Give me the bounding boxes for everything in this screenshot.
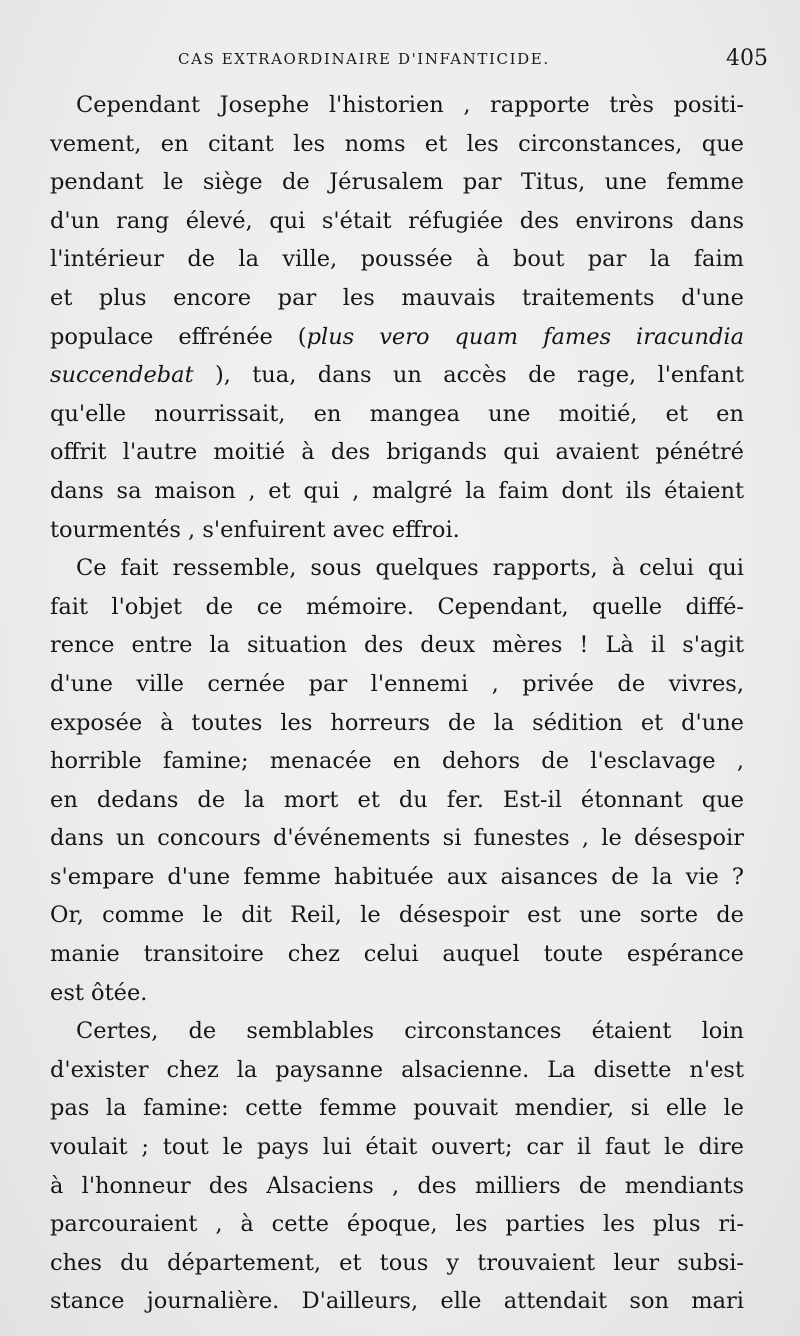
- text-line-with-latin-quote: [50, 356, 744, 395]
- text-line: est ôtée.: [50, 979, 148, 1006]
- text-line: s'empare d'une femme habituée aux aisances de la vie ?: [50, 863, 744, 890]
- text-line: manie transitoire chez celui auquel toute espérance: [50, 941, 744, 968]
- paragraph-3: [50, 1012, 744, 1321]
- paragraph-1: [50, 86, 744, 549]
- text-line: Cependant Josephe l'historien , rapporte très positi-: [76, 92, 744, 118]
- text-line: Certes, de semblables circonstances étaient loin: [76, 1018, 744, 1045]
- text-line: rence entre la situation des deux mères ! Là il s'agit: [50, 632, 744, 659]
- text-line: parcouraient , à cette époque, les parties les plus ri-: [50, 1211, 744, 1238]
- text-line: Ce fait ressemble, sous quelques rapports, à celui qui: [76, 555, 744, 582]
- text-line: dans un concours d'événements si funestes , le désespoir: [50, 825, 744, 852]
- text-line: d'une ville cernée par l'ennemi , privée de vivres,: [50, 670, 744, 697]
- text-line: vement, en citant les noms et les circonstances, que: [50, 130, 744, 157]
- paragraph-2: [50, 549, 744, 1012]
- text-line: fait l'objet de ce mémoire. Cependant, quelle diffé-: [50, 593, 744, 620]
- latin-quote: succendebat: [50, 362, 194, 389]
- text-line: offrit l'autre moitié à des brigands qui avaient pénétré: [50, 439, 744, 466]
- text-line-with-latin-quote: [50, 318, 744, 357]
- text-line: à l'honneur des Alsaciens , des milliers de mendiants: [50, 1172, 744, 1199]
- text-line: qu'elle nourrissait, en mangea une moitié, et en: [50, 400, 744, 427]
- text-line: d'exister chez la paysanne alsacienne. La disette n'est: [50, 1056, 744, 1083]
- latin-quote: plus vero quam fames iracundia: [306, 323, 744, 350]
- text-line: tourmentés , s'enfuirent avec effroi.: [50, 516, 460, 543]
- text-line: pas la famine: cette femme pouvait mendier, si elle le: [50, 1095, 744, 1122]
- text-line: en dedans de la mort et du fer. Est-il étonnant que: [50, 786, 744, 813]
- text-line: et plus encore par les mauvais traitements d'une: [50, 284, 744, 311]
- text-segment: populace effrénée (: [50, 323, 307, 350]
- running-title: CAS EXTRAORDINAIRE D'INFANTICIDE.: [178, 50, 550, 68]
- text-line: stance journalière. D'ailleurs, elle attendait son mari: [50, 1288, 744, 1315]
- text-line: dans sa maison , et qui , malgré la faim dont ils étaient: [50, 477, 744, 504]
- page-number: 405: [726, 46, 768, 71]
- text-line: d'un rang élevé, qui s'était réfugiée des environs dans: [50, 207, 744, 234]
- text-line: pendant le siège de Jérusalem par Titus, une femme: [50, 169, 744, 196]
- text-line: horrible famine; menacée en dehors de l'esclavage ,: [50, 748, 744, 775]
- text-line: voulait ; tout le pays lui était ouvert; car il faut le dire: [50, 1134, 744, 1161]
- text-line: l'intérieur de la ville, poussée à bout par la faim: [50, 246, 744, 273]
- text-line: ches du département, et tous y trouvaient leur subsi-: [50, 1249, 744, 1276]
- body-text: [50, 86, 744, 1321]
- text-segment: ), tua, dans un accès de rage, l'enfant: [214, 362, 744, 389]
- text-line: Or, comme le dit Reil, le désespoir est une sorte de: [50, 902, 744, 929]
- running-head: [48, 46, 768, 80]
- text-line: exposée à toutes les horreurs de la sédition et d'une: [50, 709, 744, 736]
